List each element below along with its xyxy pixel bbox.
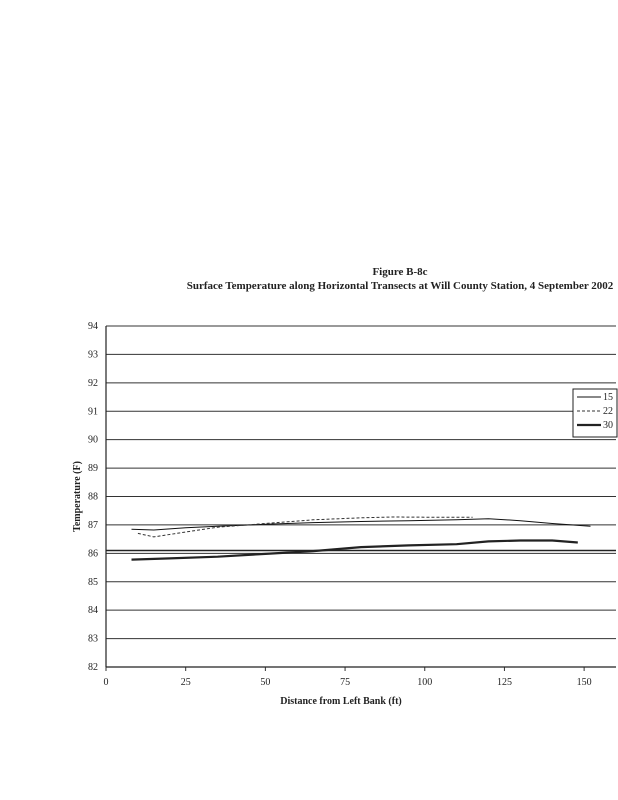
y-tick-label: 94 [88,321,98,332]
y-axis-label: Temperature (F) [72,461,83,532]
y-tick-label: 86 [88,548,98,560]
gridlines [106,326,616,671]
y-tick-label: 83 [88,633,98,645]
legend-label-30: 30 [603,420,613,431]
x-axis-label: Distance from Left Bank (ft) [280,696,402,707]
x-tick-label: 50 [260,677,271,688]
y-tick-label: 90 [88,434,98,446]
y-tick-label: 87 [88,519,98,531]
y-tick-label: 85 [88,576,98,588]
y-tick-label: 92 [88,377,98,389]
y-tick-label: 91 [88,406,98,418]
y-tick-label: 89 [88,463,98,475]
y-tick-label: 84 [88,605,98,617]
figure-subtitle: Surface Temperature along Horizontal Transects at Will County Station, 4 September 2002 [186,280,614,292]
y-tick-label: 93 [88,349,98,361]
x-tick-label: 150 [576,677,592,688]
figure-title: Figure B-8c [372,266,428,278]
y-tick-label: 82 [88,662,98,673]
x-tick-labels [104,677,592,688]
legend-label-22: 22 [603,406,613,417]
legend [573,389,617,437]
x-tick-label: 100 [417,677,433,688]
x-tick-label: 75 [340,677,351,688]
x-tick-label: 0 [103,677,109,688]
x-tick-label: 25 [180,677,191,688]
y-tick-labels [88,321,98,673]
legend-label-15: 15 [603,392,613,403]
y-tick-label: 88 [88,491,98,503]
x-tick-label: 125 [496,677,512,688]
series-line-15 [132,519,591,530]
